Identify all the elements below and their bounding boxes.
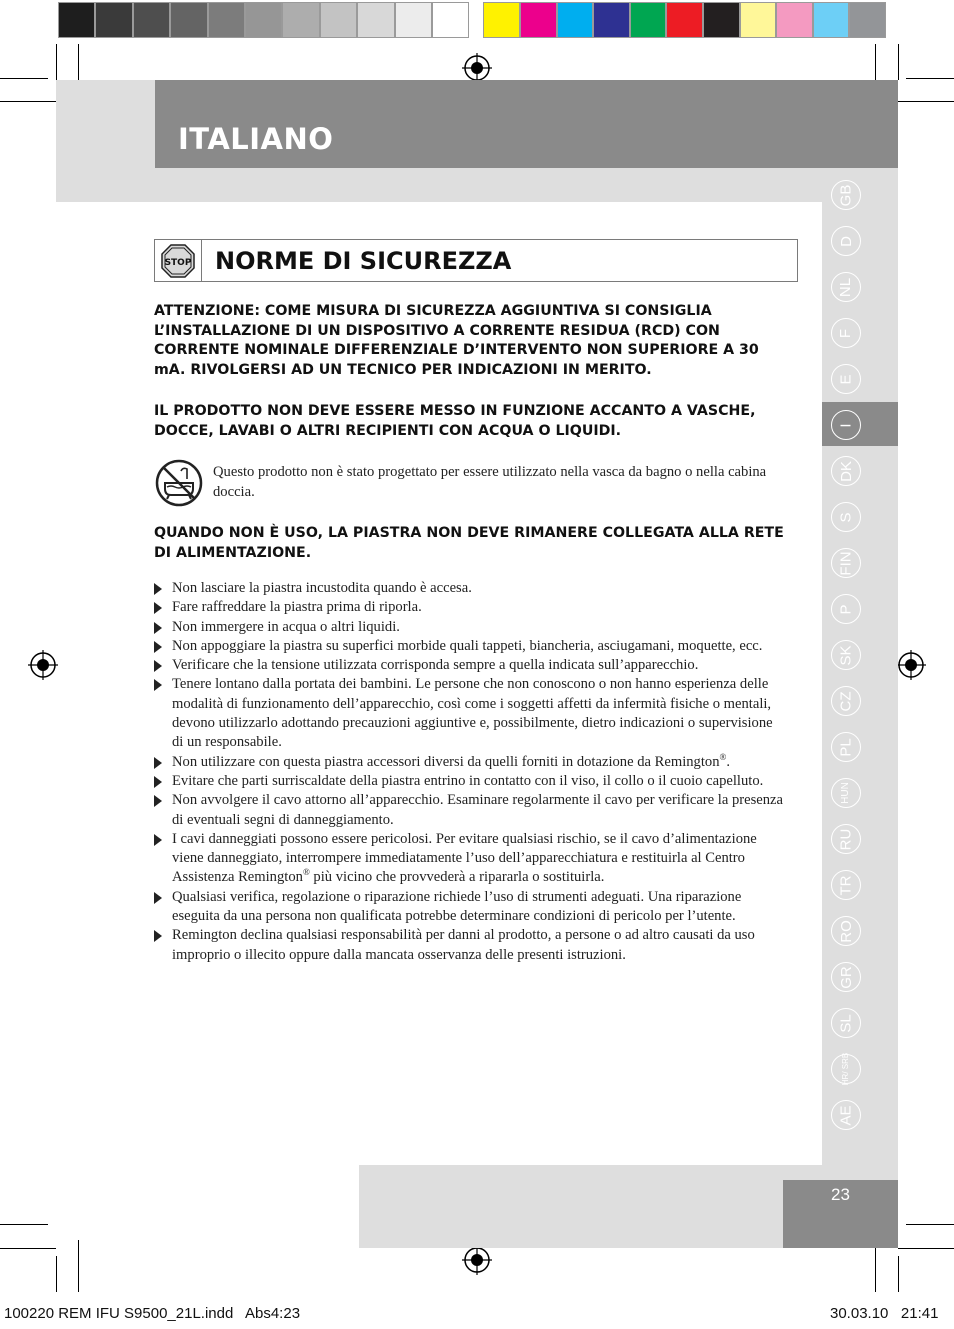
safety-list-text-cont: più vicino che provvederà a ripararla o sostituirla. (309, 869, 605, 886)
section-heading-box (154, 239, 798, 282)
no-bath-icon (155, 459, 203, 507)
language-tab-ro[interactable] (831, 916, 861, 946)
registration-mark-icon (462, 1245, 492, 1275)
safety-list-text: Qualsiasi verifica, regolazione o riparazione richiede l’uso di strumenti adeguati. Una riparazione eseguita da una persona non qualificata potrebbe determinare condizioni di pericolo per l’utente. (172, 888, 742, 925)
stop-label: STOP (164, 257, 192, 268)
bullet-arrow-icon (154, 776, 162, 788)
bullet-arrow-icon (154, 757, 162, 769)
language-tab-label: RO (837, 919, 855, 943)
safety-list-item (154, 598, 784, 617)
language-tab-label: SK (837, 644, 855, 666)
safety-list-text: Tenere lontano dalla portata dei bambini. Le persone che non conoscono o non hanno esperienza delle modalità di funzionamento dell’apparecchio, così come i soggetti affetti da infermità fisiche o mentali, devono utilizzarlo adottando precauzioni aggiuntive e, possibilmente, dietro indicazioni o supervisione di un responsabile. (172, 676, 773, 751)
crop-mark (906, 1224, 954, 1225)
color-swatch (357, 2, 394, 38)
safety-list-text: Remington declina qualsiasi responsabilità per danni al prodotto, a persone o ad altro causati da uso improprio o illecito oppure dalla mancata osservanza delle presenti istruzioni. (172, 927, 755, 963)
color-swatch (849, 2, 886, 38)
language-tab-s[interactable] (831, 502, 861, 532)
stop-cell (155, 240, 202, 281)
language-tab-label: GB (837, 184, 855, 206)
safety-list-item (154, 579, 784, 598)
crop-mark (898, 1256, 899, 1292)
color-swatch (208, 2, 245, 38)
language-tabs (822, 170, 872, 1135)
language-tab-fin[interactable] (831, 548, 861, 578)
language-tab-gb[interactable] (831, 180, 861, 210)
color-swatch (432, 2, 469, 38)
color-swatch (813, 2, 850, 38)
language-tab-label: AE (837, 1104, 855, 1126)
language-tab-label: CZ (837, 691, 855, 711)
bullet-arrow-icon (154, 795, 162, 807)
language-tab-label: PL (837, 737, 855, 757)
safety-list (154, 579, 784, 965)
language-tab-ae[interactable] (831, 1100, 861, 1130)
language-tab-dk[interactable] (831, 456, 861, 486)
color-swatch (58, 2, 95, 38)
language-tab-i[interactable] (831, 410, 861, 440)
bullet-arrow-icon (154, 602, 162, 614)
registered-mark: ® (719, 751, 727, 762)
crop-mark (898, 1248, 954, 1249)
language-tab-label: S (837, 511, 855, 523)
safety-list-text: I cavi danneggiati possono essere pericolosi. Per evitare qualsiasi rischio, se il cavo d’alimentazione viene danneggiato, interrompere immediatamente l’uso dell’apparecchiatura e restituirla al Centro Assistenza Remington (172, 830, 757, 886)
page-number-box (783, 1180, 898, 1248)
color-swatch (133, 2, 170, 38)
safety-list-text: Non utilizzare con questa piastra accessori diversi da quelli forniti in dotazione da Remington (172, 753, 720, 770)
safety-list-item (154, 675, 784, 752)
language-tab-hun[interactable] (831, 778, 861, 808)
color-swatch (666, 2, 703, 38)
language-tab-p[interactable] (831, 594, 861, 624)
bullet-arrow-icon (154, 583, 162, 595)
language-tab-sl[interactable] (831, 1008, 861, 1038)
safety-list-text: Fare raffreddare la piastra prima di riporla. (172, 599, 422, 616)
bath-notice: Questo prodotto non è stato progettato per essere utilizzato nella vasca da bagno o nella cabina doccia. (213, 464, 767, 500)
language-tab-label: SL (837, 1013, 855, 1033)
crop-mark (56, 44, 57, 80)
crop-mark (898, 101, 954, 102)
language-tab-label: TR (837, 875, 855, 895)
safety-list-item (154, 888, 784, 927)
safety-list-text: Verificare che la tensione utilizzata corrisponda sempre a quella indicata sull’apparecchio. (172, 657, 699, 674)
color-swatch (593, 2, 630, 38)
crop-mark (0, 1248, 56, 1249)
language-tab-label: NL (837, 277, 855, 297)
language-tab-hrsrb[interactable] (831, 1054, 861, 1084)
language-tab-nl[interactable] (831, 272, 861, 302)
safety-list-text: Non lasciare la piastra incustodita quando è accesa. (172, 580, 472, 596)
crop-mark (0, 101, 56, 102)
safety-list-item (154, 618, 784, 637)
registration-mark-icon (28, 650, 58, 680)
bullet-arrow-icon (154, 930, 162, 942)
safety-list-text: Non avvolgere il cavo attorno all’apparecchio. Esaminare regolarmente il cavo per verificare la presenza di eventuali segni di danneggiamento. (172, 792, 784, 828)
color-swatch (395, 2, 432, 38)
language-tab-ru[interactable] (831, 824, 861, 854)
language-tab-label: RU (837, 828, 855, 850)
color-swatch (282, 2, 319, 38)
language-tab-f[interactable] (831, 318, 861, 348)
safety-list-text: Non immergere in acqua o altri liquidi. (172, 618, 400, 635)
language-tab-label: F (837, 328, 855, 338)
language-tab-cz[interactable] (831, 686, 861, 716)
safety-list-item (154, 772, 784, 791)
language-tab-sk[interactable] (831, 640, 861, 670)
crop-mark (0, 1224, 48, 1225)
language-tab-tr[interactable] (831, 870, 861, 900)
crop-mark (56, 1256, 57, 1292)
safety-list-item (154, 753, 784, 772)
color-calibration-bar (58, 2, 896, 38)
bullet-arrow-icon (154, 834, 162, 846)
crop-mark (898, 44, 899, 80)
color-swatch (520, 2, 557, 38)
language-tab-label: I (837, 422, 855, 428)
crop-mark (0, 78, 48, 79)
color-swatch (776, 2, 813, 38)
language-tab-gr[interactable] (831, 962, 861, 992)
crop-mark (875, 44, 876, 80)
color-swatch (170, 2, 207, 38)
safety-list-text: Non appoggiare la piastra su superfici morbide quali tappeti, biancheria, asciugamani, moquette, ecc. (172, 637, 763, 654)
safety-list-item (154, 791, 784, 830)
warning-water: IL PRODOTTO NON DEVE ESSERE MESSO IN FUNZIONE ACCANTO A VASCHE, DOCCE, LAVABI O ALTRI RECIPIENTI CON ACQUA O LIQUIDI. (154, 403, 756, 439)
safety-list-item (154, 830, 784, 888)
registration-mark-icon (462, 53, 492, 83)
safety-list-text: Evitare che parti surriscaldate della piastra entrino in contatto con il viso, il collo o il cuoio capelluto. (172, 772, 764, 789)
language-tab-label: HUN (839, 782, 851, 804)
color-swatch (630, 2, 667, 38)
language-tab-d[interactable] (831, 226, 861, 256)
color-swatch (703, 2, 740, 38)
language-tab-e[interactable] (831, 364, 861, 394)
language-tab-label: FIN (837, 550, 855, 576)
language-tab-label: HR/ SRB (841, 1052, 851, 1086)
stop-sign-icon (161, 244, 195, 278)
language-tab-label: D (837, 235, 855, 247)
crop-mark (906, 78, 954, 79)
registered-mark: ® (302, 867, 310, 878)
color-swatch (740, 2, 777, 38)
warning-rcd: ATTENZIONE: COME MISURA DI SICUREZZA AGGIUNTIVA SI CONSIGLIA L’INSTALLAZIONE DI UN DISPOSITIVO A CORRENTE RESIDUA (RCD) CON CORRENTE NOMINALE DIFFERENZIALE D’INTERVENTO NON SUPERIORE A 30 mA. RIVOLGERSI AD UN TECNICO PER INDICAZIONI IN MERITO. (154, 303, 759, 378)
color-swatch (483, 2, 520, 38)
color-swatch (320, 2, 357, 38)
color-swatch (245, 2, 282, 38)
safety-list-item (154, 656, 784, 675)
registration-mark-icon (896, 650, 926, 680)
page-number: 23 (831, 1185, 850, 1204)
bullet-arrow-icon (154, 679, 162, 691)
crop-mark (78, 44, 79, 80)
language-tab-label: DK (837, 460, 855, 482)
bullet-arrow-icon (154, 641, 162, 653)
slug-file-info: 100220 REM IFU S9500_21L.indd Abs4:23 (4, 1305, 301, 1322)
bullet-arrow-icon (154, 660, 162, 672)
color-swatch (95, 2, 132, 38)
language-tab-label: E (837, 373, 855, 385)
language-title: ITALIANO (178, 122, 334, 156)
language-tab-label: P (837, 603, 855, 615)
language-tab-pl[interactable] (831, 732, 861, 762)
crop-mark (78, 1240, 79, 1292)
bullet-arrow-icon (154, 622, 162, 634)
bullet-arrow-icon (154, 892, 162, 904)
slug-date-time: 30.03.10 21:41 (830, 1305, 939, 1322)
safety-list-text-cont: . (726, 753, 731, 770)
section-title: NORME DI SICUREZZA (215, 247, 512, 275)
warning-unplug: QUANDO NON È USO, LA PIASTRA NON DEVE RIMANERE COLLEGATA ALLA RETE DI ALIMENTAZIONE. (154, 525, 784, 561)
safety-list-item (154, 926, 784, 965)
language-tab-label: GR (837, 965, 855, 989)
color-swatch (557, 2, 594, 38)
safety-list-item (154, 637, 784, 656)
